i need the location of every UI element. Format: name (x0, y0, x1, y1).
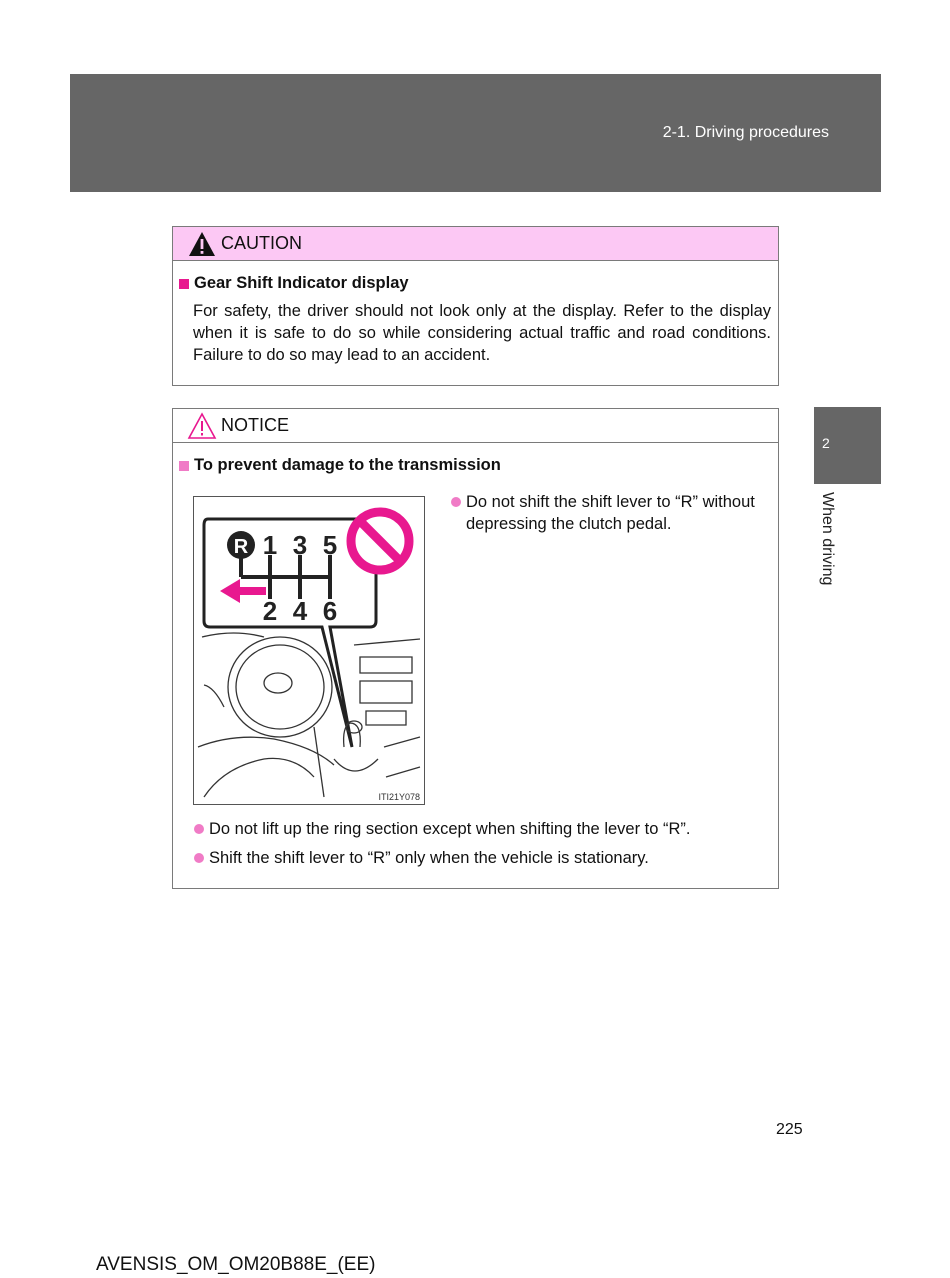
gear-label-5: 5 (322, 530, 338, 560)
chapter-number: 2 (822, 435, 830, 451)
gear-label-2: 2 (262, 596, 278, 626)
notice-bullet-2 (194, 818, 764, 840)
shift-illustration (194, 497, 424, 804)
caution-text: For safety, the driver should not look only at the display. Refer to the display when it is safe to do so while considering actual traffic and road conditions. Failure to do so may lead to an accident. (193, 302, 771, 364)
document-code: AVENSIS_OM_OM20B88E_(EE) (96, 1254, 376, 1275)
gear-label-1: 1 (262, 530, 278, 560)
gear-label-4: 4 (292, 596, 308, 626)
notice-box (172, 408, 779, 889)
round-bullet-icon (194, 824, 204, 834)
prohibited-icon (351, 512, 409, 570)
caution-title: CAUTION (221, 233, 302, 253)
round-bullet-icon (451, 497, 461, 507)
chapter-label: When driving (819, 492, 836, 586)
square-bullet-icon (179, 279, 189, 289)
notice-bullet-3 (194, 847, 764, 869)
notice-bullet-1 (451, 491, 769, 535)
page-number: 225 (776, 1121, 803, 1138)
square-bullet-icon (179, 461, 189, 471)
section-title: 2-1. Driving procedures (662, 124, 829, 141)
caution-heading (179, 274, 409, 293)
notice-bullet-2-text: Do not lift up the ring section except when shifting the lever to “R”. (209, 820, 691, 838)
gear-label-6: 6 (322, 596, 338, 626)
header-band (70, 74, 881, 192)
chapter-tab (814, 407, 881, 484)
notice-heading (179, 456, 501, 475)
gear-label-3: 3 (292, 530, 308, 560)
notice-triangle-icon (187, 412, 217, 440)
caution-header (173, 227, 778, 261)
car-interior-drawing (198, 633, 420, 797)
figure-code: ITI21Y078 (378, 792, 420, 802)
gear-label-r: R (233, 536, 249, 558)
caution-box (172, 226, 779, 386)
round-bullet-icon (194, 853, 204, 863)
warning-triangle-icon (187, 230, 217, 258)
notice-heading-text: To prevent damage to the transmission (194, 456, 501, 474)
notice-header (173, 409, 778, 443)
shift-pattern-figure (193, 496, 425, 805)
notice-bullet-3-text: Shift the shift lever to “R” only when the vehicle is stationary. (209, 849, 649, 867)
notice-bullet-1-text: Do not shift the shift lever to “R” without depressing the clutch pedal. (466, 493, 755, 533)
caution-heading-text: Gear Shift Indicator display (194, 274, 409, 292)
notice-title: NOTICE (221, 415, 290, 435)
